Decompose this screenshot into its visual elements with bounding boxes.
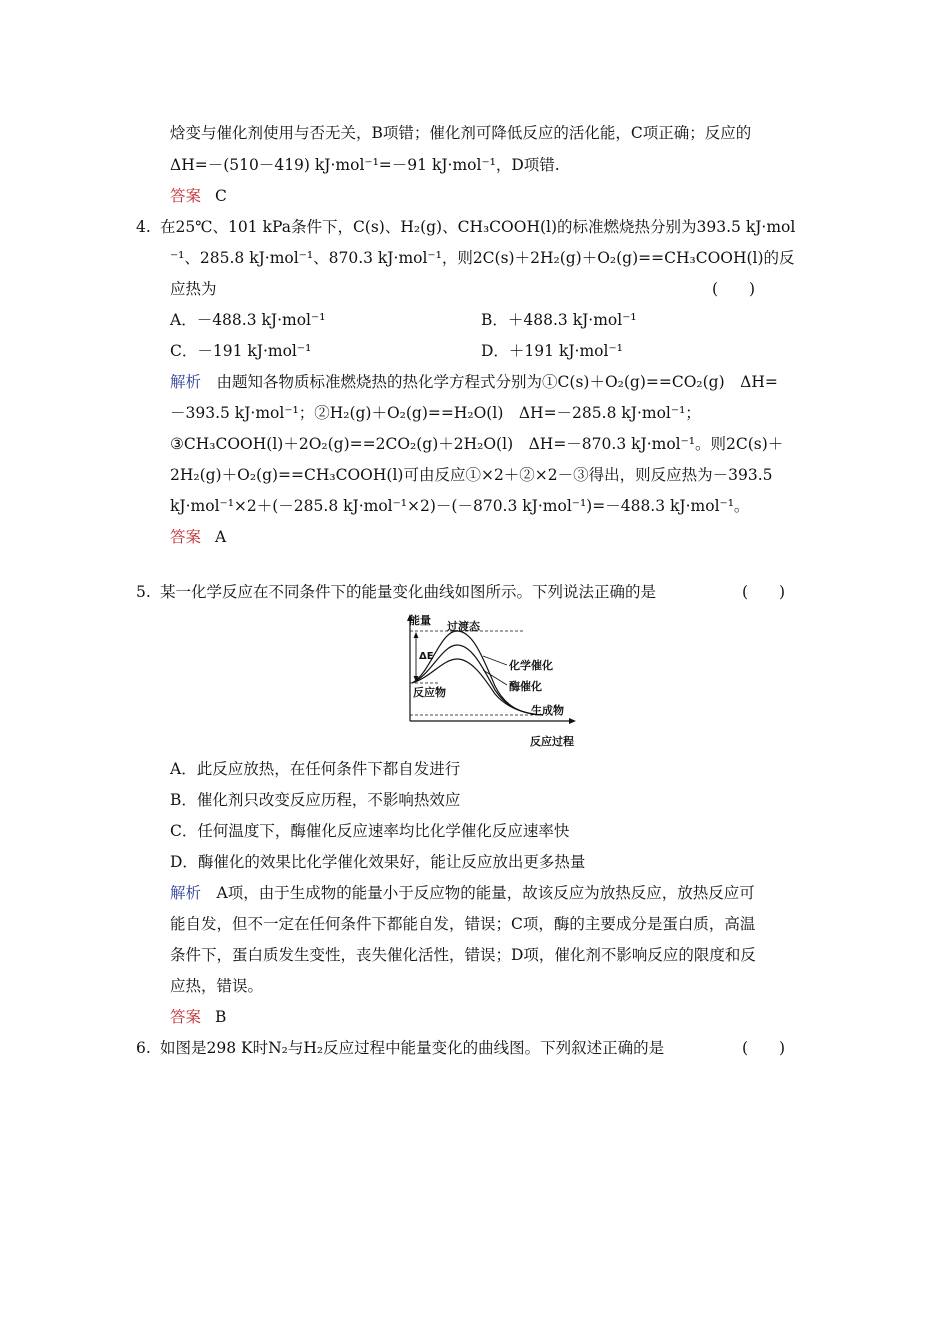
energy-diagram: [395, 606, 595, 754]
q4-analysis-line-2: －393.5 kJ·mol⁻¹；②H₂(g)＋O₂(g)==H₂O(l) ΔH=－285.8 kJ·mol⁻¹；: [170, 404, 701, 422]
q4-analysis-line-5: kJ·mol⁻¹×2＋(－285.8 kJ·mol⁻¹×2)－(－870.3 kJ·mol⁻¹)=－488.3 kJ·mol⁻¹。: [170, 497, 750, 515]
transition-state-label: 过渡态: [447, 620, 480, 633]
q6-stem: 如图是298 K时N₂与H₂反应过程中能量变化的曲线图。下列叙述正确的是: [160, 1039, 665, 1057]
q5-analysis-line-2: 能自发，但不一定在任何条件下都能自发，错误；C项，酶的主要成分是蛋白质，高温: [170, 915, 756, 933]
q4-number: 4.: [136, 218, 151, 236]
x-axis-label: 反应过程: [530, 735, 574, 748]
top-text-line-1: 焓变与催化剂使用与否无关，B项错；催化剂可降低反应的活化能，C项正确；反应的: [170, 124, 752, 142]
top-answer: [170, 186, 227, 206]
q5-option-c: C．任何温度下，酶催化反应速率均比化学催化反应速率快: [170, 822, 570, 840]
q5-answer-paren: ( ): [742, 583, 786, 601]
answer-label: 答案: [170, 1008, 202, 1026]
product-label: 生成物: [531, 704, 564, 717]
top-text-line-2: ΔH=－(510－419) kJ·mol⁻¹=－91 kJ·mol⁻¹，D项错.: [170, 156, 560, 174]
q4-option-c: C．－191 kJ·mol⁻¹: [170, 342, 312, 360]
answer-label: 答案: [170, 528, 202, 546]
q5-answer: [170, 1007, 226, 1027]
q4-analysis-line-4: 2H₂(g)＋O₂(g)==CH₃COOH(l)可由反应①×2＋②×2－③得出，则反应热为－393.5: [170, 466, 773, 484]
q5-analysis-line-3: 条件下，蛋白质发生变性，丧失催化活性，错误；D项，催化剂不影响反应的限度和反: [170, 946, 756, 964]
analysis-text: 由题知各物质标准燃烧热的热化学方程式分别为①C(s)＋O₂(g)==CO₂(g) ΔH=: [216, 373, 778, 391]
q5-stem: 某一化学反应在不同条件下的能量变化曲线如图所示。下列说法正确的是: [160, 583, 657, 601]
answer-value: A: [215, 528, 227, 546]
answer-value: C: [215, 187, 227, 205]
q5-analysis-line-1: [170, 883, 755, 903]
curve1-label: 化学催化: [509, 659, 553, 672]
q4-analysis-line-3: ③CH₃COOH(l)＋2O₂(g)==2CO₂(g)＋2H₂O(l) ΔH=－870.3 kJ·mol⁻¹。则2C(s)＋: [170, 435, 784, 453]
curve2-label: 酶催化: [509, 680, 542, 693]
analysis-label: 解析: [170, 373, 202, 391]
q4-stem-line-1: 在25℃、101 kPa条件下，C(s)、H₂(g)、CH₃COOH(l)的标准燃烧热分别为393.5 kJ·mol: [160, 218, 796, 236]
q4-stem-line-3: 应热为: [170, 280, 217, 298]
curve1-pointer: [483, 656, 507, 665]
q4-answer: [170, 527, 226, 547]
q4-option-b: B．＋488.3 kJ·mol⁻¹: [481, 311, 637, 329]
q6-number: 6.: [136, 1039, 151, 1057]
analysis-label: 解析: [170, 884, 202, 902]
analysis-text: A项，由于生成物的能量小于反应物的能量，故该反应为放热反应，放热反应可: [216, 884, 755, 902]
reactant-label: 反应物: [413, 686, 446, 699]
q4-stem-line-2: ⁻¹、285.8 kJ·mol⁻¹、870.3 kJ·mol⁻¹，则2C(s)＋2H₂(g)＋O₂(g)==CH₃COOH(l)的反: [170, 249, 795, 267]
q6-answer-paren: ( ): [742, 1039, 786, 1057]
q4-option-d: D．＋191 kJ·mol⁻¹: [481, 342, 623, 360]
answer-value: B: [215, 1008, 227, 1026]
q5-option-d: D．酶催化的效果比化学催化效果好，能让反应放出更多热量: [170, 853, 586, 871]
q4-analysis-line-1: [170, 372, 778, 392]
answer-label: 答案: [170, 187, 202, 205]
delta-e-label: ΔE: [419, 651, 434, 662]
q4-option-a: A．－488.3 kJ·mol⁻¹: [170, 311, 326, 329]
y-axis-label: 能量: [409, 614, 431, 627]
q4-answer-paren: ( ): [712, 280, 756, 298]
x-axis-arrow: [569, 718, 576, 724]
q5-option-a: A．此反应放热，在任何条件下都自发进行: [170, 760, 461, 778]
q5-option-b: B．催化剂只改变反应历程，不影响热效应: [170, 791, 461, 809]
q5-analysis-line-4: 应热，错误。: [170, 977, 264, 995]
q5-number: 5.: [136, 583, 151, 601]
